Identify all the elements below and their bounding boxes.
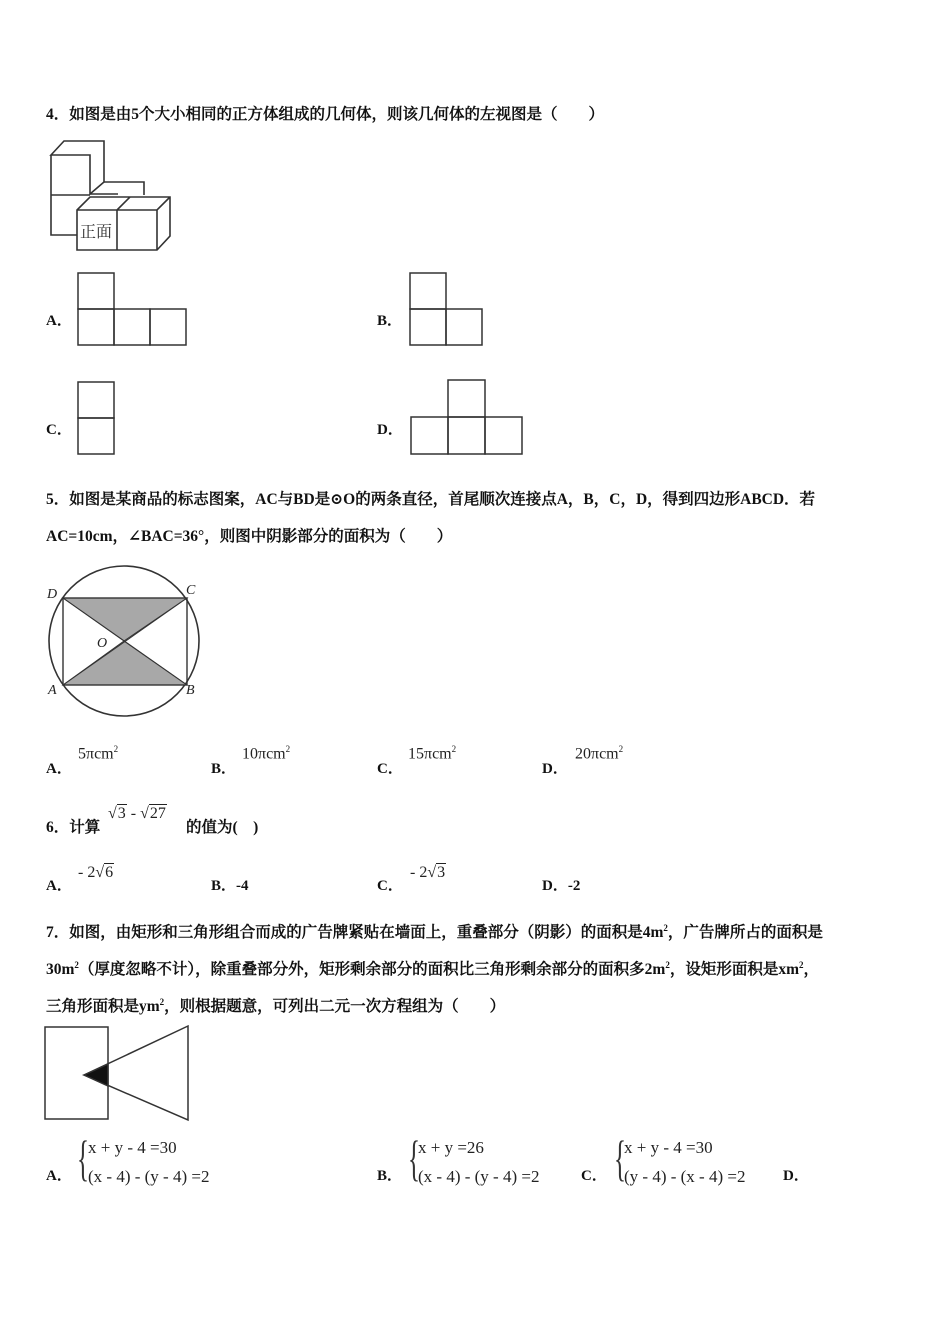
q7-text-line3: 三角形面积是$ym^2$，则根据题意，可列出二元一次方程组为（ ） bbox=[46, 996, 506, 1015]
brace-icon: { bbox=[408, 1130, 420, 1186]
q5-text-line1: 5．如图是某商品的标志图案，AC与BD是⊙O的两条直径，首尾顺次连接点A，B，C，D，得到四边形ABCD．若 bbox=[46, 491, 816, 508]
q5-option-d-value[interactable]: 20πcm$^2$ bbox=[575, 744, 624, 763]
point-b-label: B bbox=[186, 683, 195, 698]
q4-option-b-figure[interactable] bbox=[409, 272, 484, 347]
q5-option-d-label[interactable]: D． bbox=[542, 761, 568, 777]
q7-text-line2: $30m^2$（厚度忽略不计），除重叠部分外，矩形剩余部分的面积比三角形剩余部分的面积多$2m^2$，设矩形面积是$xm^2$， bbox=[46, 959, 820, 978]
q7-option-a-eq1[interactable]: x + y - 4 =30 bbox=[88, 1138, 177, 1157]
q5-circle-figure bbox=[40, 570, 210, 720]
point-a-label: A bbox=[48, 683, 57, 698]
q5-option-c-value[interactable]: 15πcm$^2$ bbox=[408, 744, 457, 763]
q6-prefix: 6．计算 bbox=[46, 819, 101, 836]
front-label: 正面 bbox=[80, 222, 113, 241]
q4-option-d-label[interactable]: D． bbox=[377, 422, 403, 438]
q4-option-d-figure[interactable] bbox=[410, 379, 525, 456]
q6-option-c-label[interactable]: C． bbox=[377, 878, 403, 894]
q4-option-c-label[interactable]: C． bbox=[46, 422, 72, 438]
q7-option-b-eq2[interactable]: (x - 4) - (y - 4) =2 bbox=[418, 1167, 540, 1186]
q7-option-a-eq2[interactable]: (x - 4) - (y - 4) =2 bbox=[88, 1167, 210, 1186]
q4-option-c-figure[interactable] bbox=[77, 381, 117, 456]
q7-option-c-eq1[interactable]: x + y - 4 =30 bbox=[624, 1138, 713, 1157]
point-d-label: D bbox=[47, 587, 58, 602]
q7-text-line1: 7．如图，由矩形和三角形组合而成的广告牌紧贴在墙面上，重叠部分（阴影）的面积是$4m^2$，广告牌所占的面积是 bbox=[46, 922, 823, 941]
brace-icon: { bbox=[77, 1130, 89, 1186]
q5-option-a-label[interactable]: A． bbox=[46, 761, 72, 777]
q4-option-a-figure[interactable] bbox=[77, 272, 187, 347]
brace-icon: { bbox=[614, 1130, 626, 1186]
q7-option-c-eq2[interactable]: (y - 4) - (x - 4) =2 bbox=[624, 1167, 746, 1186]
q7-option-a-label[interactable]: A． bbox=[46, 1168, 72, 1184]
q5-option-b-value[interactable]: 10πcm$^2$ bbox=[242, 744, 291, 763]
q7-billboard-figure bbox=[44, 1025, 194, 1125]
q4-option-a-label[interactable]: A． bbox=[46, 313, 72, 329]
q7-option-c-label[interactable]: C． bbox=[581, 1168, 607, 1184]
q5-option-c-label[interactable]: C． bbox=[377, 761, 403, 777]
q7-option-b-eq1[interactable]: x + y =26 bbox=[418, 1138, 484, 1157]
q4-option-b-label[interactable]: B． bbox=[377, 313, 403, 329]
q6-option-d[interactable]: D．-2 bbox=[542, 878, 581, 894]
q6-option-a-value[interactable]: - 2√6 bbox=[78, 864, 114, 881]
q7-option-d-label[interactable]: D． bbox=[783, 1168, 809, 1184]
q7-option-b-label[interactable]: B． bbox=[377, 1168, 403, 1184]
q4-text: 4．如图是由5个大小相同的正方体组成的几何体，则该几何体的左视图是（ ） bbox=[46, 106, 605, 123]
q6-expression: √3 - √27 bbox=[108, 805, 166, 822]
point-o-label: O bbox=[97, 636, 108, 651]
q5-option-a-value[interactable]: 5πcm$^2$ bbox=[78, 744, 119, 763]
q6-option-b[interactable]: B．-4 bbox=[211, 878, 249, 894]
q6-option-a-label[interactable]: A． bbox=[46, 878, 72, 894]
point-c-label: C bbox=[186, 583, 196, 598]
q5-option-b-label[interactable]: B． bbox=[211, 761, 237, 777]
q6-suffix: 的值为( ) bbox=[186, 819, 259, 836]
q6-option-c-value[interactable]: - 2√3 bbox=[410, 864, 446, 881]
q5-text-line2: AC=10cm，∠BAC=36°，则图中阴影部分的面积为（ ） bbox=[46, 528, 453, 545]
q4-solid-figure bbox=[40, 130, 240, 260]
